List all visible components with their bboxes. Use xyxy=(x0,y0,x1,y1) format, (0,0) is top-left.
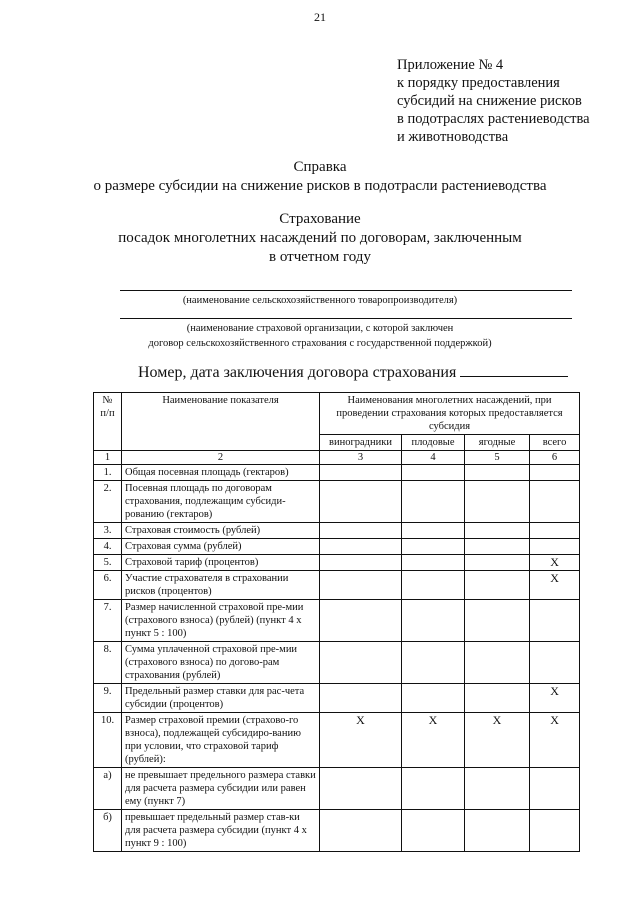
index-row xyxy=(94,451,580,465)
total-cell[interactable] xyxy=(530,642,580,684)
row-number-cell: 6. xyxy=(94,571,122,600)
subtitle-line: посадок многолетних насаждений по договорам, заключенным xyxy=(118,230,522,246)
producer-field-label: (наименование сельскохозяйственного товаропроизводителя) xyxy=(182,295,458,306)
berry-cell[interactable] xyxy=(465,523,530,539)
title-line: о размере субсидии на снижение рисков в подотрасли растениеводства xyxy=(93,178,547,194)
vineyards-cell[interactable] xyxy=(320,684,402,713)
table-row xyxy=(94,465,580,481)
title-line: Справка xyxy=(293,159,347,175)
header-num: № п/п xyxy=(94,393,122,451)
contract-label: Номер, дата заключения договора страхования xyxy=(138,364,457,381)
insurer-field-line[interactable] xyxy=(120,318,572,319)
vineyards-cell[interactable] xyxy=(320,539,402,555)
fruit-cell[interactable] xyxy=(402,768,465,810)
vineyards-cell[interactable] xyxy=(320,523,402,539)
header-plantings-group: Наименования многолетних насаждений, при проведении страхования которых предоставляется субсидия xyxy=(320,393,580,435)
table-row xyxy=(94,810,580,852)
insurer-label-line: договор сельскохозяйственного страхования с государственной поддержкой) xyxy=(148,338,492,349)
insurer-label-line: (наименование страховой организации, с которой заключен xyxy=(186,323,454,334)
insurer-field-label xyxy=(0,321,640,351)
vineyards-cell[interactable] xyxy=(320,465,402,481)
subsidy-table xyxy=(93,392,580,852)
fruit-cell[interactable] xyxy=(402,684,465,713)
table-row xyxy=(94,571,580,600)
indicator-name-cell: Посевная площадь по договорам страхования, подлежащим субсиди-рованию (гектаров) xyxy=(122,481,320,523)
index-cell: 6 xyxy=(530,451,580,465)
total-cell[interactable]: X xyxy=(530,571,580,600)
fruit-cell[interactable] xyxy=(402,810,465,852)
appendix-line: в подотраслях растениеводства xyxy=(397,111,590,127)
total-cell[interactable] xyxy=(530,481,580,523)
table-row xyxy=(94,713,580,768)
row-number-cell: 10. xyxy=(94,713,122,768)
berry-cell[interactable] xyxy=(465,642,530,684)
total-cell[interactable] xyxy=(530,810,580,852)
berry-cell[interactable]: X xyxy=(465,713,530,768)
vineyards-cell[interactable] xyxy=(320,555,402,571)
indicator-name-cell: Участие страхователя в страховании рисков (процентов) xyxy=(122,571,320,600)
document-subtitle xyxy=(0,210,640,267)
vineyards-cell[interactable] xyxy=(320,481,402,523)
indicator-name-cell: Страховая стоимость (рублей) xyxy=(122,523,320,539)
total-cell[interactable]: X xyxy=(530,684,580,713)
fruit-cell[interactable] xyxy=(402,571,465,600)
row-number-cell: 1. xyxy=(94,465,122,481)
vineyards-cell[interactable]: X xyxy=(320,713,402,768)
total-cell[interactable] xyxy=(530,768,580,810)
fruit-cell[interactable] xyxy=(402,539,465,555)
total-cell[interactable] xyxy=(530,523,580,539)
fruit-cell[interactable] xyxy=(402,642,465,684)
vineyards-cell[interactable] xyxy=(320,600,402,642)
indicator-name-cell: Страховой тариф (процентов) xyxy=(122,555,320,571)
row-number-cell: б) xyxy=(94,810,122,852)
header-vineyards: виноградники xyxy=(320,435,402,451)
berry-cell[interactable] xyxy=(465,810,530,852)
header-indicator: Наименование показателя xyxy=(122,393,320,451)
vineyards-cell[interactable] xyxy=(320,768,402,810)
appendix-line: к порядку предоставления xyxy=(397,75,560,91)
row-number-cell: 8. xyxy=(94,642,122,684)
subtitle-line: в отчетном году xyxy=(269,249,371,265)
row-number-cell: 5. xyxy=(94,555,122,571)
berry-cell[interactable] xyxy=(465,768,530,810)
table-row xyxy=(94,642,580,684)
table-row xyxy=(94,539,580,555)
indicator-name-cell: Сумма уплаченной страховой пре-мии (страхового взноса) по догово-рам страхования (рублей) xyxy=(122,642,320,684)
page-number: 21 xyxy=(314,10,326,24)
producer-field-line[interactable] xyxy=(120,290,572,291)
berry-cell[interactable] xyxy=(465,571,530,600)
table-row xyxy=(94,555,580,571)
total-cell[interactable]: X xyxy=(530,555,580,571)
appendix-line: и животноводства xyxy=(397,129,509,145)
appendix-block xyxy=(397,56,590,146)
berry-cell[interactable] xyxy=(465,465,530,481)
fruit-cell[interactable] xyxy=(402,465,465,481)
row-number-cell: 7. xyxy=(94,600,122,642)
row-number-cell: а) xyxy=(94,768,122,810)
indicator-name-cell: Общая посевная площадь (гектаров) xyxy=(122,465,320,481)
vineyards-cell[interactable] xyxy=(320,810,402,852)
row-number-cell: 2. xyxy=(94,481,122,523)
row-number-cell: 3. xyxy=(94,523,122,539)
vineyards-cell[interactable] xyxy=(320,571,402,600)
fruit-cell[interactable]: X xyxy=(402,713,465,768)
indicator-name-cell: Размер страховой премии (страхово-го взноса), подлежащей субсидиро-ванию при условии, что страховой тариф (рублей): xyxy=(122,713,320,768)
berry-cell[interactable] xyxy=(465,555,530,571)
header-berry: ягодные xyxy=(465,435,530,451)
table-row xyxy=(94,684,580,713)
header-total: всего xyxy=(530,435,580,451)
appendix-line: Приложение № 4 xyxy=(397,57,504,73)
fruit-cell[interactable] xyxy=(402,600,465,642)
indicator-name-cell: Размер начисленной страховой пре-мии (страхового взноса) (рублей) (пункт 4 х пункт 5 : 100) xyxy=(122,600,320,642)
contract-field-line[interactable] xyxy=(460,364,568,377)
row-number-cell: 4. xyxy=(94,539,122,555)
total-cell[interactable] xyxy=(530,465,580,481)
index-cell: 2 xyxy=(122,451,320,465)
total-cell[interactable] xyxy=(530,600,580,642)
index-cell: 5 xyxy=(465,451,530,465)
fruit-cell[interactable] xyxy=(402,481,465,523)
table-row xyxy=(94,768,580,810)
table-row xyxy=(94,600,580,642)
subtitle-line: Страхование xyxy=(279,211,361,227)
appendix-line: субсидий на снижение рисков xyxy=(397,93,582,109)
table-row xyxy=(94,523,580,539)
indicator-name-cell: Предельный размер ставки для рас-чета субсидии (процентов) xyxy=(122,684,320,713)
berry-cell[interactable] xyxy=(465,600,530,642)
total-cell[interactable]: X xyxy=(530,713,580,768)
header-fruit: плодовые xyxy=(402,435,465,451)
contract-row xyxy=(138,364,568,382)
indicator-name-cell: Страховая сумма (рублей) xyxy=(122,539,320,555)
berry-cell[interactable] xyxy=(465,481,530,523)
row-number-cell: 9. xyxy=(94,684,122,713)
index-cell: 3 xyxy=(320,451,402,465)
berry-cell[interactable] xyxy=(465,539,530,555)
fruit-cell[interactable] xyxy=(402,523,465,539)
vineyards-cell[interactable] xyxy=(320,642,402,684)
index-cell: 1 xyxy=(94,451,122,465)
indicator-name-cell: не превышает предельного размера ставки для расчета размера субсидии или равен ему (пункт 7) xyxy=(122,768,320,810)
berry-cell[interactable] xyxy=(465,684,530,713)
document-title xyxy=(0,158,640,196)
table-row xyxy=(94,481,580,523)
index-cell: 4 xyxy=(402,451,465,465)
total-cell[interactable] xyxy=(530,539,580,555)
fruit-cell[interactable] xyxy=(402,555,465,571)
indicator-name-cell: превышает предельный размер став-ки для расчета размера субсидии (пункт 4 х пункт 9 : 100) xyxy=(122,810,320,852)
